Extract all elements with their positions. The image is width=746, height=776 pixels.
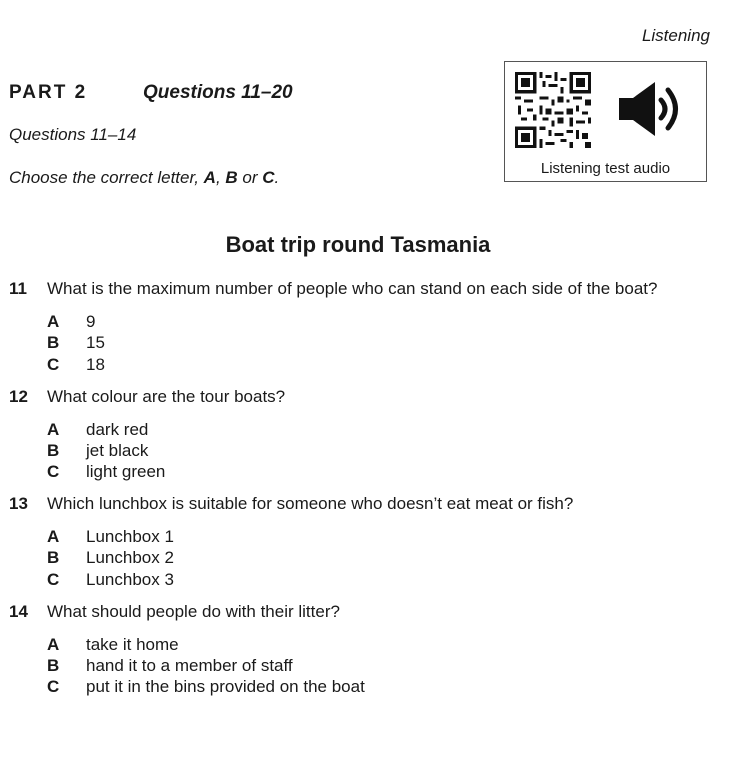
audio-caption: Listening test audio [540,160,671,177]
option-letter[interactable]: A [47,420,60,439]
option-letter[interactable]: B [47,656,60,675]
option-letter[interactable]: B [47,441,60,460]
question-text: What is the maximum number of people who can stand on each side of the boat? [47,279,658,298]
option-text: 15 [86,333,105,352]
option-letter[interactable]: A [47,527,60,546]
option-text: jet black [86,441,149,460]
question-number: 14 [9,602,28,621]
option-text: put it in the bins provided on the boat [86,677,365,696]
option-text: Lunchbox 2 [86,548,174,567]
page-title: Boat trip round Tasmania [225,232,491,257]
option-text: Lunchbox 1 [86,527,174,546]
option-letter[interactable]: B [47,548,60,567]
option-text: Lunchbox 3 [86,570,174,589]
question-text: What colour are the tour boats? [47,387,286,406]
option-text: dark red [86,420,149,439]
question-text: What should people do with their litter? [47,602,340,621]
question-number: 13 [9,494,28,513]
option-letter[interactable]: C [47,355,60,374]
option-letter[interactable]: B [47,333,60,352]
question-number: 12 [9,387,28,406]
option-text: take it home [86,635,179,654]
question-text: Which lunchbox is suitable for someone who doesn’t eat meat or fish? [47,494,574,513]
subquestion-range: Questions 11–14 [9,125,137,144]
option-letter[interactable]: A [47,312,60,331]
option-letter[interactable]: C [47,570,60,589]
question-range: Questions 11–20 [143,82,293,103]
question-number: 11 [9,279,27,298]
audio-panel[interactable] [504,61,707,182]
speaker-icon[interactable] [617,78,687,140]
option-text: 9 [86,312,96,331]
qr-code-icon[interactable] [515,72,591,148]
section-label: Listening [641,26,710,45]
part-label: PART 2 [9,82,88,103]
option-letter[interactable]: C [47,677,60,696]
option-text: 18 [86,355,105,374]
option-letter[interactable]: A [47,635,60,654]
instruction: Choose the correct letter, A, B or C. [9,168,280,187]
option-letter[interactable]: C [47,462,60,481]
option-text: light green [86,462,166,481]
option-text: hand it to a member of staff [86,656,293,675]
